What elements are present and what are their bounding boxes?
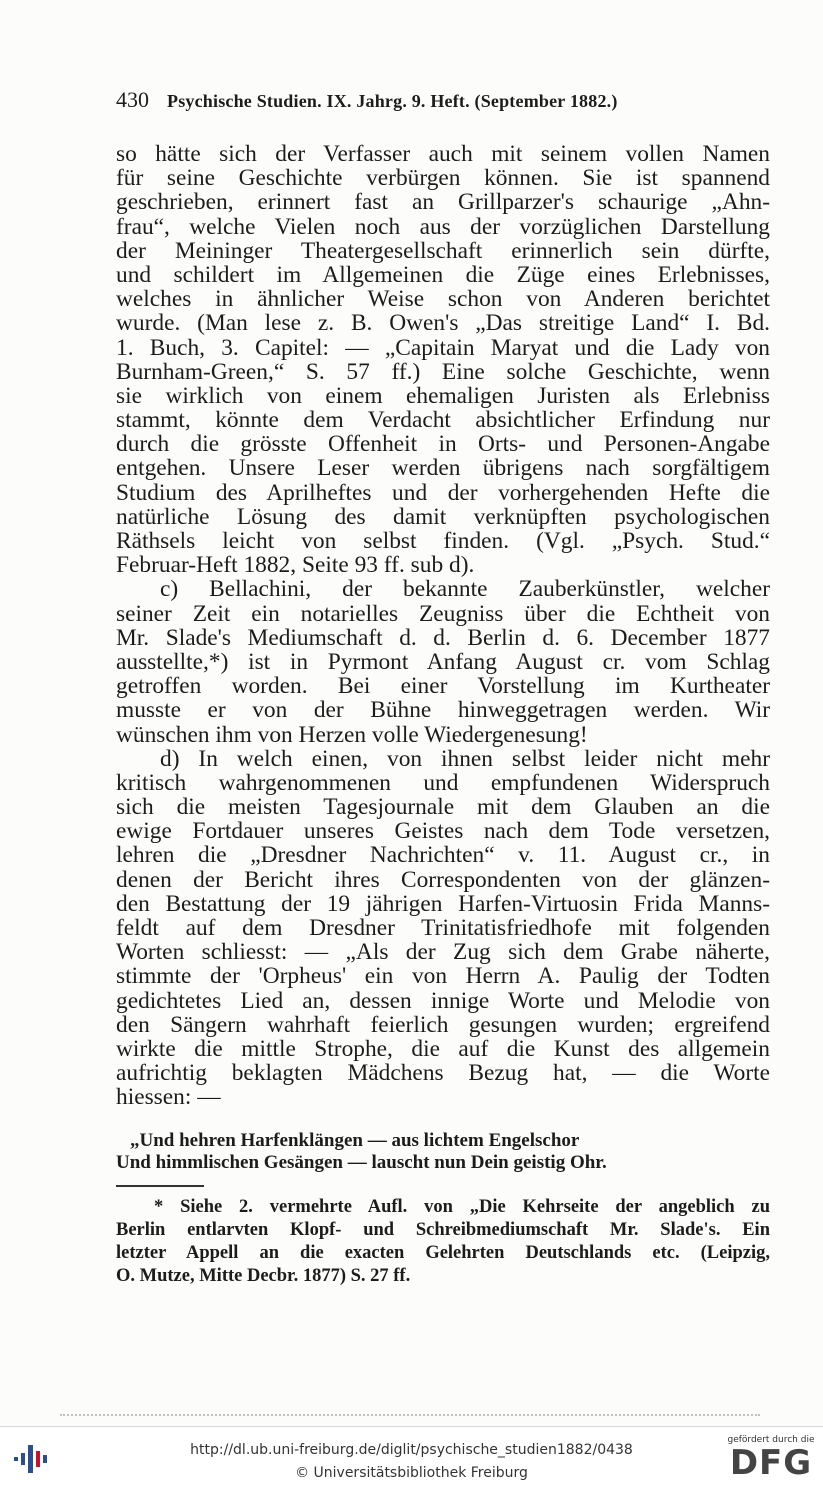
text-line: seiner Zeit ein notarielles Zeugniss über die Echtheit von <box>116 601 770 626</box>
text-line: gedichtetes Lied an, dessen innige Worte und Melodie von <box>116 988 770 1013</box>
footnote-line: Berlin entlarvten Klopf- und Schreibmediumschaft Mr. Slade's. Ein <box>116 1220 770 1240</box>
text-line: d) In welch einen, von ihnen selbst leider nicht mehr <box>160 746 770 771</box>
running-header <box>116 88 736 113</box>
text-line: Februar-Heft 1882, Seite 93 ff. sub d). <box>116 553 475 578</box>
text-line: wurde. (Man lese z. B. Owen's „Das streitige Land“ I. Bd. <box>116 311 770 336</box>
text-line: wünschen ihm von Herzen volle Wiedergenesung! <box>116 722 588 747</box>
footnote <box>116 1196 770 1288</box>
text-line: durch die grösste Offenheit in Orts- und Personen-Angabe <box>116 432 770 457</box>
text-line: 1. Buch, 3. Capitel: — „Capitain Maryat und die Lady von <box>116 335 770 360</box>
footnote-line: O. Mutze, Mitte Decbr. 1877) S. 27 ff. <box>116 1266 411 1286</box>
text-line: Burnham-Green,“ S. 57 ff.) Eine solche Geschichte, wenn <box>116 359 770 384</box>
text-line: lehren die „Dresdner Nachrichten“ v. 11. August cr., in <box>116 843 770 868</box>
footnote-line: letzter Appell an die exacten Gelehrten Deutschlands etc. (Leipzig, <box>116 1243 770 1263</box>
text-line: sie wirklich von einem ehemaligen Juristen als Erlebniss <box>116 383 770 409</box>
text-line: c) Bellachini, der bekannte Zauberkünstler, welcher <box>160 577 770 602</box>
text-line: Studium des Aprilheftes und der vorhergehenden Hefte die <box>116 480 770 505</box>
dfg-logo-text: DFG <box>729 1443 813 1483</box>
body-text <box>116 142 770 1110</box>
text-line: ewige Fortdauer unseres Geistes nach dem Tode versetzen, <box>116 819 770 844</box>
text-line: den Sängern wahrhaft feierlich gesungen wurden; ergreifend <box>116 1012 770 1037</box>
text-line: geschrieben, erinnert fast an Grillparzer's schaurige „Ahn- <box>116 190 770 215</box>
text-line: natürliche Lösung des damit verknüpften psychologischen <box>116 504 770 529</box>
page-number: 430 <box>116 87 149 112</box>
footnote-rule <box>116 1185 204 1187</box>
viewer-footer <box>0 1426 823 1488</box>
text-line: entgehen. Unsere Leser werden übrigens nach sorgfältigem <box>116 456 770 481</box>
text-line: so hätte sich der Verfasser auch mit seinem vollen Namen <box>116 142 770 167</box>
poem-line: Und himmlischen Gesängen — lauscht nun Dein geistig Ohr. <box>116 1152 607 1173</box>
poem-line: „Und hehren Harfenklängen — aus lichtem Engelschor <box>130 1130 580 1151</box>
text-line: stimmte der 'Orpheus' ein von Herrn A. Paulig der Todten <box>116 964 770 989</box>
footnote-line: * Siehe 2. vermehrte Aufl. von „Die Kehrseite der angeblich zu <box>154 1197 770 1217</box>
text-line: stammt, könnte dem Verdacht absichtlicher Erfindung nur <box>116 408 770 433</box>
dfg-logo <box>726 1435 816 1483</box>
text-line: den Bestattung der 19 jährigen Harfen-Virtuosin Frida Manns- <box>116 891 770 916</box>
text-line: ausstellte,*) ist in Pyrmont Anfang August cr. vom Schlag <box>116 649 770 675</box>
text-line: feldt auf dem Dresdner Trinitatisfriedhofe mit folgenden <box>116 916 770 941</box>
text-line: wirkte die mittle Strophe, die auf die Kunst des allgemein <box>116 1036 770 1062</box>
poem-quote <box>116 1130 736 1174</box>
running-title: Psychische Studien. IX. Jahrg. 9. Heft. (September 1882.) <box>167 91 618 111</box>
text-line: welches in ähnlicher Weise schon von Anderen berichtet <box>116 287 770 312</box>
text-line: sich die meisten Tagesjournale mit dem Glauben an die <box>116 795 770 820</box>
dfg-caption: gefördert durch die <box>727 1435 815 1445</box>
source-url-link[interactable]: http://dl.ub.uni-freiburg.de/diglit/psychische_studien1882/0438 <box>190 1442 633 1458</box>
text-line: musste er von der Bühne hinweggetragen werden. Wir <box>116 698 770 723</box>
text-line: frau“, welche Vielen noch aus der vorzüglichen Darstellung <box>116 214 770 239</box>
text-line: aufrichtig beklagten Mädchens Bezug hat, — die Worte <box>116 1061 770 1086</box>
text-line: denen der Bericht ihres Correspondenten von der glänzen- <box>116 867 770 892</box>
text-line: kritisch wahrgenommenen und empfundenen Widerspruch <box>116 770 770 796</box>
text-line: für seine Geschichte verbürgen können. Sie ist spannend <box>116 166 770 191</box>
text-line: der Meininger Theatergesellschaft erinnerlich sein dürfte, <box>116 238 770 263</box>
text-line: Worten schliesst: — „Als der Zug sich dem Grabe näherte, <box>116 940 770 965</box>
text-line: Räthsels leicht von selbst finden. (Vgl. „Psych. Stud.“ <box>116 529 770 554</box>
text-line: getroffen worden. Bei einer Vorstellung im Kurtheater <box>116 674 770 699</box>
text-line: und schildert im Allgemeinen die Züge eines Erlebnisses, <box>116 262 770 288</box>
text-line: hiessen: — <box>116 1085 221 1110</box>
text-line: Mr. Slade's Mediumschaft d. d. Berlin d. 6. December 1877 <box>116 625 770 650</box>
scan-artifact <box>60 1414 760 1422</box>
copyright-text: © Universitätsbibliothek Freiburg <box>295 1465 528 1481</box>
